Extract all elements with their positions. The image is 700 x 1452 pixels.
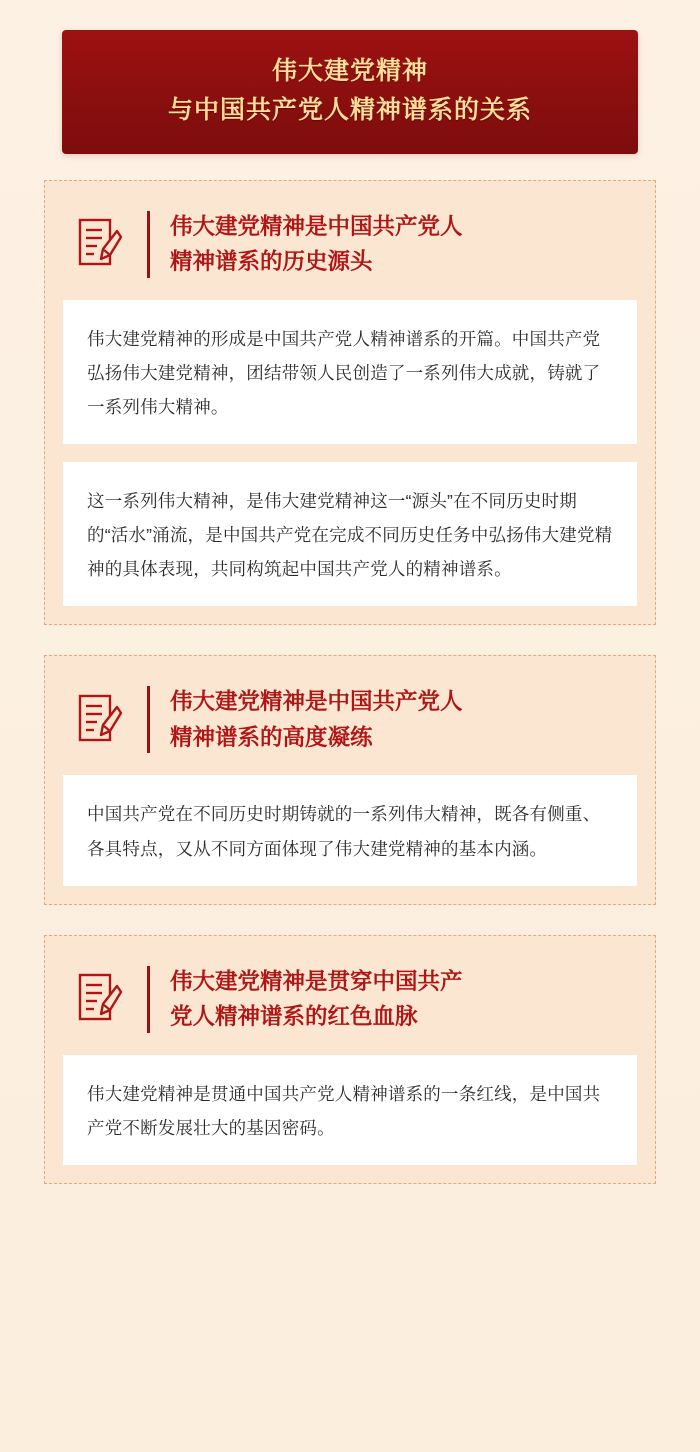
section-2-title [170, 684, 463, 755]
section-1-title [170, 209, 463, 280]
section-2-paragraph-1: 中国共产党在不同历史时期铸就的一系列伟大精神，既各有侧重、各具特点，又从不同方面体现了伟大建党精神的基本内涵。 [63, 775, 637, 885]
section-3-header [63, 954, 637, 1051]
section-2 [44, 655, 656, 904]
document-pencil-icon [77, 217, 123, 271]
section-2-title-line1: 伟大建党精神是中国共产党人 [170, 689, 463, 715]
title-banner [62, 30, 638, 154]
section-3-title [170, 964, 463, 1035]
section-1-paragraph-1: 伟大建党精神的形成是中国共产党人精神谱系的开篇。中国共产党弘扬伟大建党精神，团结带领人民创造了一系列伟大成就，铸就了一系列伟大精神。 [63, 300, 637, 444]
section-1 [44, 180, 656, 626]
section-2-title-line2: 精神谱系的高度凝练 [170, 724, 373, 750]
section-3 [44, 935, 656, 1184]
title-banner-body [62, 30, 638, 154]
document-pencil-icon [77, 972, 123, 1026]
page-title-line2: 与中国共产党人精神谱系的关系 [167, 95, 532, 124]
page-title [92, 52, 608, 130]
page-title-line1: 伟大建党精神 [271, 57, 428, 85]
section-3-title-line2: 党人精神谱系的红色血脉 [170, 1004, 418, 1030]
section-2-divider [147, 686, 150, 753]
section-1-title-line2: 精神谱系的历史源头 [170, 249, 373, 275]
document-pencil-icon [77, 693, 123, 747]
section-2-header [63, 674, 637, 771]
section-3-paragraph-1: 伟大建党精神是贯通中国共产党人精神谱系的一条红线，是中国共产党不断发展壮大的基因密码。 [63, 1055, 637, 1165]
section-1-divider [147, 211, 150, 278]
section-3-title-line1: 伟大建党精神是贯穿中国共产 [170, 968, 463, 994]
section-1-header [63, 199, 637, 296]
section-3-divider [147, 966, 150, 1033]
section-1-paragraph-2: 这一系列伟大精神，是伟大建党精神这一“源头”在不同历史时期的“活水”涌流，是中国共产党在完成不同历史任务中弘扬伟大建党精神的具体表现，共同构筑起中国共产党人的精神谱系。 [63, 462, 637, 606]
section-1-title-line1: 伟大建党精神是中国共产党人 [170, 213, 463, 239]
